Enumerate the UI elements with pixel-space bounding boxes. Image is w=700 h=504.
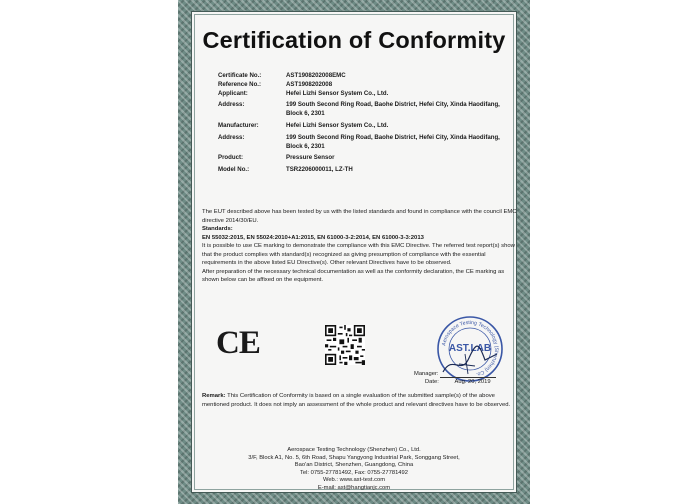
standards-label: Standards:	[202, 226, 233, 232]
field-row	[218, 101, 518, 119]
footer-line: Bao'an District, Shenzhen, Guangdong, China	[294, 462, 414, 469]
certificate-body	[202, 208, 517, 285]
ce-mark: CE	[216, 325, 260, 361]
issue-date	[425, 379, 491, 385]
field-value: Pressure Sensor	[286, 154, 335, 162]
footer-line: E-mail: ast@hangtianjc.com	[317, 484, 391, 491]
field-row	[218, 134, 518, 152]
qr-code-icon	[325, 325, 365, 365]
issuer-footer	[192, 447, 516, 493]
field-value: AST1908202008	[286, 80, 333, 88]
field-row	[218, 122, 518, 131]
field-value: Hefei Lizhi Sensor System Co., Ltd.	[286, 121, 389, 129]
certificate-page	[191, 11, 517, 493]
manager-signature	[414, 371, 439, 377]
footer-line: Web.: www.ast-test.com	[322, 477, 386, 484]
field-value: 199 South Second Ring Road, Baohe District, Hefei City, Xinda Haodifang, Block 6, 2301	[286, 133, 500, 150]
field-label: Model No.:	[218, 166, 250, 174]
standards-list: EN 55032:2015, EN 55024:2010+A1:2015, EN 61000-3-2:2014, EN 61000-3-3:2013	[202, 234, 424, 241]
footer-line: Tel: 0755-27781492, Fax: 0755-27781492	[300, 469, 408, 476]
field-label: Manufacturer:	[218, 121, 259, 129]
intro-text: The EUT described above has been tested by us with the listed standards and found in compliance with the council EMC directive 2014/30/EU.	[202, 209, 517, 224]
remark-text: This Certification of Conformity is based on a single evaluation of the submitted sample(s) of the above mentioned product. It does not imply an assessment of the whole product and relevant directives have to be observed.	[202, 393, 511, 408]
footer-line: Aerospace Testing Technology (Shenzhen) Co., Ltd.	[287, 447, 421, 453]
field-row	[218, 72, 518, 81]
svg-text:AST.LAB: AST.LAB	[448, 343, 492, 354]
field-label: Address:	[218, 133, 245, 141]
manager-label: Manager:	[414, 371, 439, 377]
field-value: AST1908202008EMC	[286, 72, 346, 79]
svg-text:Aerospace Testing Technology (: Aerospace Testing Technology (Shenzhen) Co.	[441, 319, 500, 378]
field-label: Applicant:	[218, 89, 248, 97]
field-row	[218, 90, 518, 99]
field-label: Reference No.:	[218, 80, 262, 88]
date-label: Date:	[425, 379, 439, 385]
field-label: Certificate No.:	[218, 72, 262, 79]
field-value: 199 South Second Ring Road, Baohe District, Hefei City, Xinda Haodifang, Block 6, 2301	[286, 101, 500, 118]
certificate-title: Certification of Conformity	[202, 27, 506, 53]
footer-line: 3/F, Block A1, No. 5, 6th Road, Shapu Yangyong Industrial Park, Songgang Street,	[248, 454, 460, 461]
date-value: Aug. 20, 2019	[454, 379, 491, 385]
signature-line	[440, 377, 496, 378]
field-label: Product:	[218, 154, 244, 162]
ce-paragraph: It is possible to use CE marking to demonstrate the compliance with this EMC Directive. The referred test report(s) show that the product complies with standard(s) recognized as giving presumption of compliance with the essential requirements in the above listed EU Directive(s). Other relevant Directives have to be observed.	[202, 243, 515, 266]
field-row	[218, 81, 518, 90]
official-seal-icon	[435, 314, 505, 384]
field-value: TSR2206000011, LZ-TH	[286, 166, 353, 174]
field-row	[218, 166, 518, 175]
field-row	[218, 154, 518, 163]
field-label: Address:	[218, 101, 245, 109]
field-value: Hefei Lizhi Sensor System Co., Ltd.	[286, 89, 389, 97]
certificate-fields	[218, 72, 518, 175]
remark	[202, 392, 518, 410]
remark-label: Remark:	[202, 393, 226, 399]
affix-paragraph: After preparation of the necessary technical documentation as well as the conformity declaration, the CE marking as shown below can be affixed on the equipment.	[202, 268, 505, 283]
certificate-border	[178, 0, 530, 504]
